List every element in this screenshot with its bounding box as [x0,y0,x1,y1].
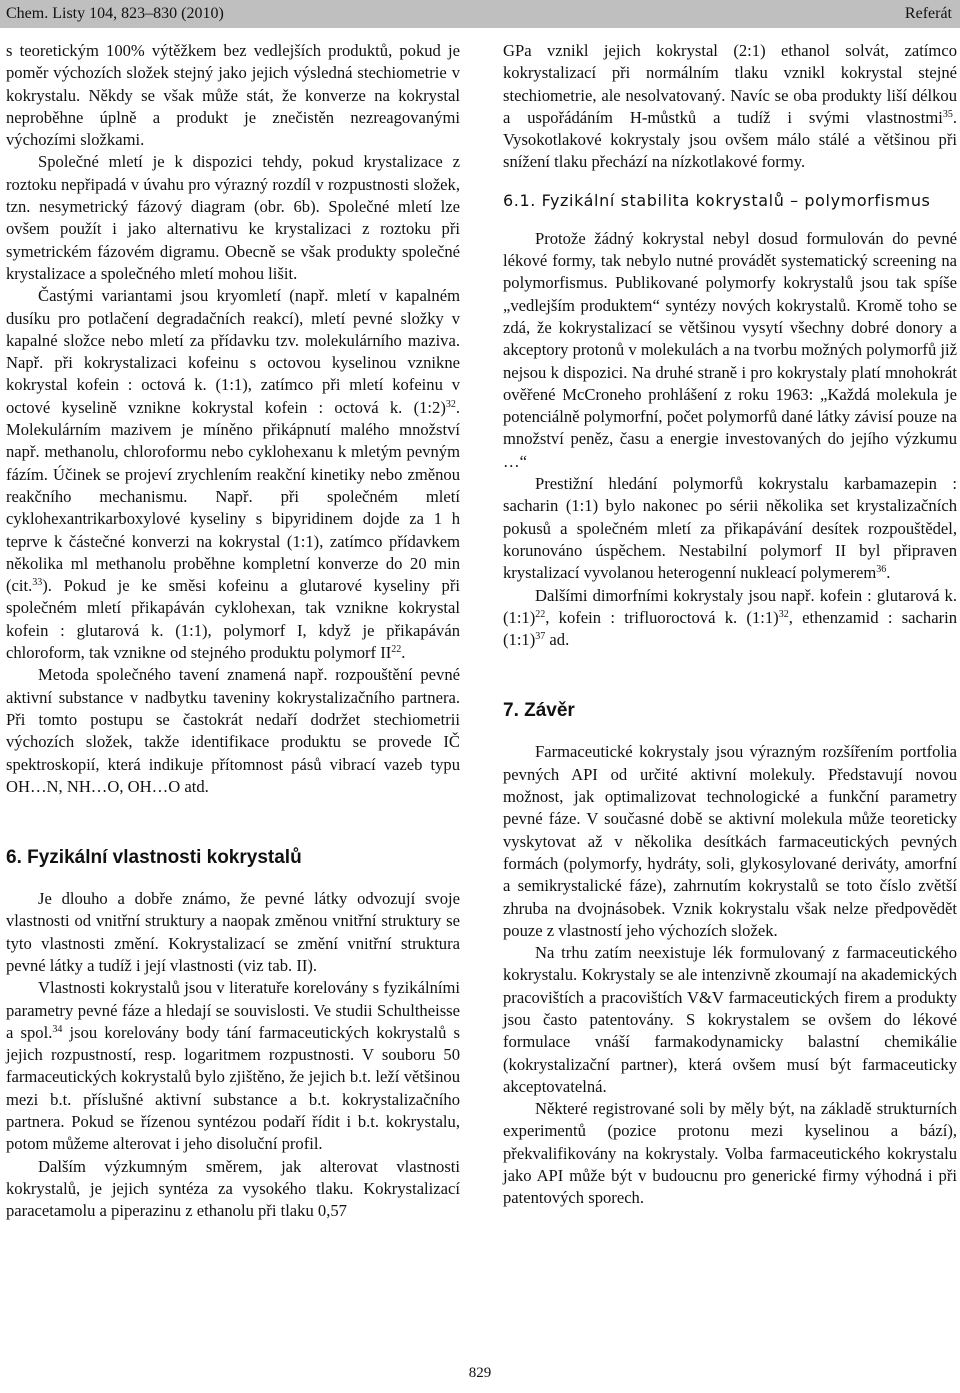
paragraph: GPa vznikl jejich kokrystal (2:1) ethanol solvát, zatímco kokrystalizací při normálním tlaku vznikl kokrystal stejné stechiometrie, ale nesolvatovaný. Navíc se oba produkty liší délkou a uspořádáním H-můstků a tudíž i svými vlastnostmi$^{35}$. Vysokotlakové kokrystaly jsou ovšem málo stálé a většinou při snížení tlaku přechází na nízkotlakové formy. [503,41,957,172]
paragraph: Dalšími dimorfními kokrystaly jsou např. kofein : glutarová k. (1:1)$^{22}$, kofein : trifluoroctová k. (1:1)$^{32}$, ethenzamid : sacharin (1:1)$^{37}$ ad. [503,585,958,650]
citation-superscript: 34 [52,1023,63,1035]
running-header [0,0,960,28]
paragraph: Společné mletí je k dispozici tehdy, pokud krystalizace z roztoku nepřipadá v úvahu pro výrazný rozdíl v rozpustnosti složek, tzn. nesymetrický fázový diagram (obr. 6b). Společné mletí lze ovšem použít i jako alternativu ke krystalizaci z roztoku při symetrickém fázovém digramu. Obecně se však produkty společné krystalizace a společného mletí mohou lišit. [6,152,460,283]
right-column [503,40,957,1210]
citation-superscript: 32 [778,608,789,620]
journal-citation: Chem. Listy 104, 823–830 (2010) [6,5,224,22]
paragraph: Častými variantami jsou kryomletí (např. mletí v kapalném dusíku pro potlačení degradačních reakcí), mletí pevné složky v kapalné složce nebo mletí za přídavku tzv. molekulárního maziva. Např. při kokrystalizaci kofeinu s octovou kyselinou vznikne kokrystal kofein : octová k. (1:1), zatímco při mletí kofeinu v octové kyselině vznikne kokrystal kofein : octová k. (1:2)$^{32}$. Molekulárním mazivem je míněno přikápnutí malého množství např. methanolu, chloroformu nebo cyklohexanu k mletým pevným fázím. Účinek se projeví zrychlením reakční kinetiky nebo změnou reakčního mechanismu. Např. při společném mletí cyklohexantrikarboxylové kyseliny s bipyridinem dojde za 1 h teprve k částečné konverzi na kokrystal (1:1), zatímco přídavkem několika ml methanolu proběhne kompletní konverze do 20 min (cit.$^{33}$). Pokud je ke směsi kofeinu a glutarové kyseliny při společném mletí přikapáván cyklohexan, tak vznikne kokrystal kofein : glutarová k. (1:1), polymorf I, když je přikapáván chloroform, tak vznikne od stejného produktu polymorf II$^{22}$. [6,286,460,663]
paragraph: Prestižní hledání polymorfů kokrystalu karbamazepin : sacharin (1:1) bylo nakonec po sérii několika set krystalizačních pokusů a společném mletí za přikapávání desítek rozpouštědel, korunováno úspěchem. Nestabilní polymorf II byl připraven krystalizací vyvolanou heterogenní nukleací polymerem$^{36}$. [503,474,957,583]
section-label: Referát [904,5,952,22]
citation-superscript: 37 [535,631,546,643]
citation-superscript: 22 [535,608,546,620]
paragraph: Farmaceutické kokrystaly jsou výrazným rozšířením portfolia pevných API od určité aktivní molekuly. Představují novou možnost, jak optimalizovat technologické a funkční parametry pevné fáze. V současné době se aktivní molekula může teoreticky vyskytovat až v několika desítkách farmaceutických pevných formách (polymorfy, hydráty, soli, glykosylované deriváty, amorfní a semikrystalické fáze), zahrnutím kokrystalů se toto číslo zvětší zhruba na dvojnásobek. Vznik kokrystalu však nelze předpovědět pouze z vlastností jeho výchozích složek. [503,742,957,940]
subsection-heading: 6.1. Fyzikální stabilita kokrystalů – polymorfismus [503,190,931,210]
paragraph: Na trhu zatím neexistuje lék formulovaný z farmaceutického kokrystalu. Kokrystaly se ale intenzivně zkoumají na akademických pracovištích a pracovištích V&V farmaceutických firem a produkty jsou často patentovány. S kokrystalem se ovšem do lékové formulace vnáší farmakodynamicky balastní chemikálie (kokrystalizační partner), která ovšem musí být farmaceuticky akceptovatelná. [503,943,957,1096]
paragraph: Protože žádný kokrystal nebyl dosud formulován do pevné lékové formy, tak nebylo nutné provádět systematický screening na polymorfismus. Publikované polymorfy kokrystalů jsou tak spíše „vedlejším produktem“ syntézy nových kokrystalů. Kromě toho se zdá, že kokrystalizací se většinou vysytí všechny dobré donory a akceptory protonů v molekulách a na tvorbu možných polymorfů již nejsou k dispozici. Na druhé straně i pro kokrystaly platí mnohokrát ověřené McCroneho prohlášení z roku 1963: „Každá molekula je potenciálně polymorfní, počet polymorfů dané látky závisí pouze na množství peněz, času a energie investovaných do jejího výzkumu …“ [503,228,957,471]
citation-superscript: 36 [876,564,887,576]
paragraph: Je dlouho a dobře známo, že pevné látky odvozují svoje vlastnosti od vnitřní struktury a naopak změnou vnitřní struktury se tyto vlastnosti změní. Kokrystalizací se změní vnitřní struktura pevné látky a tudíž i její vlastnosti (viz tab. II). [6,889,460,975]
citation-superscript: 33 [32,577,43,589]
section-heading: 6. Fyzikální vlastnosti kokrystalů [6,847,302,869]
paragraph: Některé registrované soli by měly být, na základě strukturních experimentů (pozice protonu mezi kyselinou a bází), překvalifikovány na kokrystaly. Volba farmaceutického kokrystalu jako API může být v budoucnu pro generické firmy výhodná i při patentových sporech. [503,1099,957,1208]
citation-superscript: 35 [942,108,953,120]
section-heading: 7. Závěr [503,700,575,722]
page-number: 829 [468,1365,492,1381]
left-column [6,40,460,1223]
citation-superscript: 32 [445,398,456,410]
paragraph: s teoretickým 100% výtěžkem bez vedlejších produktů, pokud je poměr výchozích složek stejný jako jejich výsledná stechiometrie v kokrystalu. Někdy se však může stát, že konverze na kokrystal neproběhne úplně a produkt je znečistěn nezreagovanými výchozími složkami. [6,41,460,150]
paragraph: Vlastnosti kokrystalů jsou v literatuře korelovány s fyzikálními parametry pevné fáze a hledají se souvislosti. Ve studii Schultheisse a spol.$^{34}$ jsou korelovány body tání farmaceutických kokrystalů s jejich rozpustností, resp. logaritmem rozpustnosti. V souboru 50 farmaceutických kokrystalů bylo zjištěno, že jejich b.t. leží většinou mezi b.t. příslušné aktivní substance a b.t. kokrystalizačního partnera. Pokud se řízenou syntézou podaří řídit i b.t. kokrystalu, potom můžeme alterovat i jeho disoluční profil. [6,978,460,1154]
paragraph: Metoda společného tavení znamená např. rozpouštění pevné aktivní substance v nadbytku taveniny kokrystalizačního partnera. Při tomto postupu se častokrát nedaří dodržet stechiometrii výchozích složek, takže identifikace produktu se provede IČ spektroskopií, která indikuje přítomnost pásů vibrací vazeb typu OH…N, NH…O, OH…O atd. [6,665,460,796]
paragraph: Dalším výzkumným směrem, jak alterovat vlastnosti kokrystalů, je jejich syntéza za vysokého tlaku. Kokrystalizací paracetamolu a piperazinu z ethanolu při tlaku 0,57 [6,1156,460,1221]
citation-superscript: 22 [391,644,402,656]
